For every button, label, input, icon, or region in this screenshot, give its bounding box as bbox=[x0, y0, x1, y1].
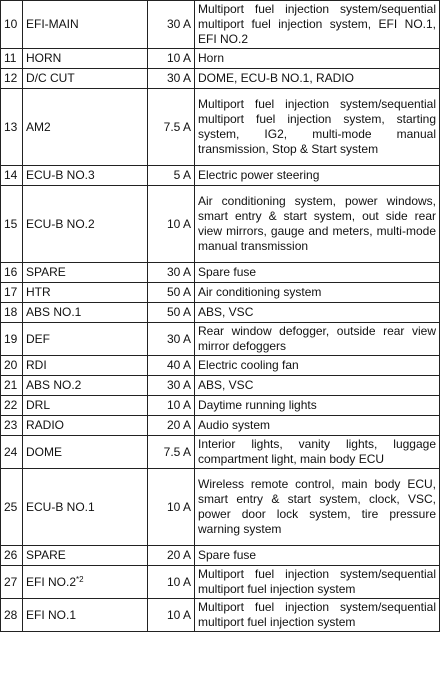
fuse-number: 13 bbox=[1, 89, 23, 166]
fuse-row bbox=[1, 416, 440, 436]
fuse-amperage: 40 A bbox=[148, 356, 195, 376]
fuse-name-cell bbox=[23, 376, 148, 396]
fuse-amperage: 30 A bbox=[148, 323, 195, 356]
fuse-row bbox=[1, 303, 440, 323]
fuse-number: 18 bbox=[1, 303, 23, 323]
fuse-amperage: 10 A bbox=[148, 49, 195, 69]
fuse-row bbox=[1, 546, 440, 566]
fuse-name: AM2 bbox=[26, 119, 51, 134]
fuse-number: 28 bbox=[1, 599, 23, 632]
fuse-name-cell bbox=[23, 323, 148, 356]
fuse-row bbox=[1, 1, 440, 49]
fuse-amperage: 50 A bbox=[148, 303, 195, 323]
fuse-number: 19 bbox=[1, 323, 23, 356]
fuse-amperage: 30 A bbox=[148, 376, 195, 396]
fuse-amperage: 10 A bbox=[148, 396, 195, 416]
fuse-amperage: 30 A bbox=[148, 263, 195, 283]
fuse-amperage: 5 A bbox=[148, 166, 195, 186]
fuse-circuit-description: Rear window defogger, outside rear view mirror defoggers bbox=[195, 323, 440, 356]
fuse-number: 21 bbox=[1, 376, 23, 396]
fuse-name-cell bbox=[23, 1, 148, 49]
fuse-row bbox=[1, 49, 440, 69]
fuse-name: DEF bbox=[26, 331, 50, 346]
fuse-row bbox=[1, 436, 440, 469]
fuse-name-cell bbox=[23, 599, 148, 632]
fuse-name-cell bbox=[23, 546, 148, 566]
fuse-row bbox=[1, 186, 440, 263]
fuse-circuit-description: Wireless remote control, main body ECU, smart entry & start system, clock, VSC, power door lock system, tire pressure warning system bbox=[195, 469, 440, 546]
fuse-number: 10 bbox=[1, 1, 23, 49]
fuse-name-cell bbox=[23, 303, 148, 323]
fuse-name: HORN bbox=[26, 51, 62, 65]
fuse-name: DRL bbox=[26, 398, 51, 412]
fuse-row bbox=[1, 396, 440, 416]
fuse-number: 16 bbox=[1, 263, 23, 283]
fuse-number: 22 bbox=[1, 396, 23, 416]
fuse-row bbox=[1, 263, 440, 283]
fuse-amperage: 10 A bbox=[148, 566, 195, 599]
fuse-row bbox=[1, 69, 440, 89]
fuse-name-cell bbox=[23, 283, 148, 303]
fuse-number: 27 bbox=[1, 566, 23, 599]
fuse-circuit-description: Audio system bbox=[195, 416, 440, 436]
fuse-number: 14 bbox=[1, 166, 23, 186]
fuse-circuit-description: Electric cooling fan bbox=[195, 356, 440, 376]
fuse-name: HTR bbox=[26, 285, 51, 299]
fuse-circuit-description: Electric power steering bbox=[195, 166, 440, 186]
fuse-number: 26 bbox=[1, 546, 23, 566]
fuse-amperage: 10 A bbox=[148, 186, 195, 263]
fuse-name-cell bbox=[23, 69, 148, 89]
fuse-name: SPARE bbox=[26, 265, 66, 279]
fuse-circuit-description: Air conditioning system, power windows, smart entry & start system, out side rear view mirrors, gauge and meters, multi-mode manual transmission bbox=[195, 186, 440, 263]
fuse-row bbox=[1, 376, 440, 396]
fuse-name: RDI bbox=[26, 358, 47, 372]
fuse-table-body bbox=[1, 1, 440, 632]
fuse-circuit-description: Multiport fuel injection system/sequential multiport fuel injection system, EFI NO.1, EFI NO.2 bbox=[195, 1, 440, 49]
fuse-number: 23 bbox=[1, 416, 23, 436]
fuse-name-cell bbox=[23, 49, 148, 69]
fuse-name: EFI-MAIN bbox=[26, 17, 79, 31]
fuse-number: 15 bbox=[1, 186, 23, 263]
fuse-circuit-description: Horn bbox=[195, 49, 440, 69]
fuse-name: ABS NO.1 bbox=[26, 305, 82, 319]
fuse-name: SPARE bbox=[26, 548, 66, 562]
fuse-name-cell bbox=[23, 566, 148, 599]
fuse-number: 25 bbox=[1, 469, 23, 546]
fuse-circuit-description: Spare fuse bbox=[195, 263, 440, 283]
fuse-row bbox=[1, 323, 440, 356]
fuse-name: D/C CUT bbox=[26, 71, 75, 85]
fuse-amperage: 10 A bbox=[148, 469, 195, 546]
fuse-name-cell bbox=[23, 396, 148, 416]
fuse-number: 24 bbox=[1, 436, 23, 469]
fuse-footnote-mark: *2 bbox=[76, 574, 84, 584]
fuse-circuit-description: DOME, ECU-B NO.1, RADIO bbox=[195, 69, 440, 89]
fuse-amperage: 30 A bbox=[148, 1, 195, 49]
fuse-name-cell bbox=[23, 186, 148, 263]
fuse-name: ABS NO.2 bbox=[26, 378, 82, 392]
fuse-name: ECU-B NO.3 bbox=[26, 168, 95, 182]
fuse-circuit-description: Daytime running lights bbox=[195, 396, 440, 416]
fuse-row bbox=[1, 166, 440, 186]
fuse-name: ECU-B NO.2 bbox=[26, 216, 95, 231]
fuse-name-cell bbox=[23, 89, 148, 166]
fuse-name-cell bbox=[23, 166, 148, 186]
fuse-circuit-description: Interior lights, vanity lights, luggage compartment light, main body ECU bbox=[195, 436, 440, 469]
fuse-circuit-description: ABS, VSC bbox=[195, 303, 440, 323]
fuse-name: EFI NO.2 bbox=[26, 574, 77, 589]
fuse-name-cell bbox=[23, 356, 148, 376]
fuse-circuit-description: Multiport fuel injection system/sequential multiport fuel injection system, starting system, IG2, multi-mode manual transmission, Stop & Start system bbox=[195, 89, 440, 166]
fuse-row bbox=[1, 283, 440, 303]
fuse-circuit-description: Multiport fuel injection system/sequential multiport fuel injection system bbox=[195, 599, 440, 632]
fuse-number: 20 bbox=[1, 356, 23, 376]
fuse-row bbox=[1, 89, 440, 166]
fuse-amperage: 20 A bbox=[148, 546, 195, 566]
fuse-circuit-description: Air conditioning system bbox=[195, 283, 440, 303]
fuse-circuit-description: Multiport fuel injection system/sequential multiport fuel injection system bbox=[195, 566, 440, 599]
fuse-amperage: 50 A bbox=[148, 283, 195, 303]
fuse-number: 11 bbox=[1, 49, 23, 69]
fuse-row bbox=[1, 566, 440, 599]
fuse-circuit-description: Spare fuse bbox=[195, 546, 440, 566]
fuse-name-cell bbox=[23, 263, 148, 283]
fuse-amperage: 7.5 A bbox=[148, 89, 195, 166]
fuse-row bbox=[1, 599, 440, 632]
fuse-amperage: 7.5 A bbox=[148, 436, 195, 469]
fuse-name: EFI NO.1 bbox=[26, 607, 77, 622]
fuse-row bbox=[1, 469, 440, 546]
fuse-amperage: 20 A bbox=[148, 416, 195, 436]
fuse-amperage: 30 A bbox=[148, 69, 195, 89]
fuse-name: ECU-B NO.1 bbox=[26, 499, 95, 514]
fuse-name-cell bbox=[23, 416, 148, 436]
fuse-name: DOME bbox=[26, 444, 62, 459]
fuse-name: RADIO bbox=[26, 418, 65, 432]
fuse-circuit-description: ABS, VSC bbox=[195, 376, 440, 396]
fuse-number: 12 bbox=[1, 69, 23, 89]
fuse-name-cell bbox=[23, 469, 148, 546]
fuse-amperage: 10 A bbox=[148, 599, 195, 632]
fuse-name-cell bbox=[23, 436, 148, 469]
fuse-row bbox=[1, 356, 440, 376]
fuse-number: 17 bbox=[1, 283, 23, 303]
